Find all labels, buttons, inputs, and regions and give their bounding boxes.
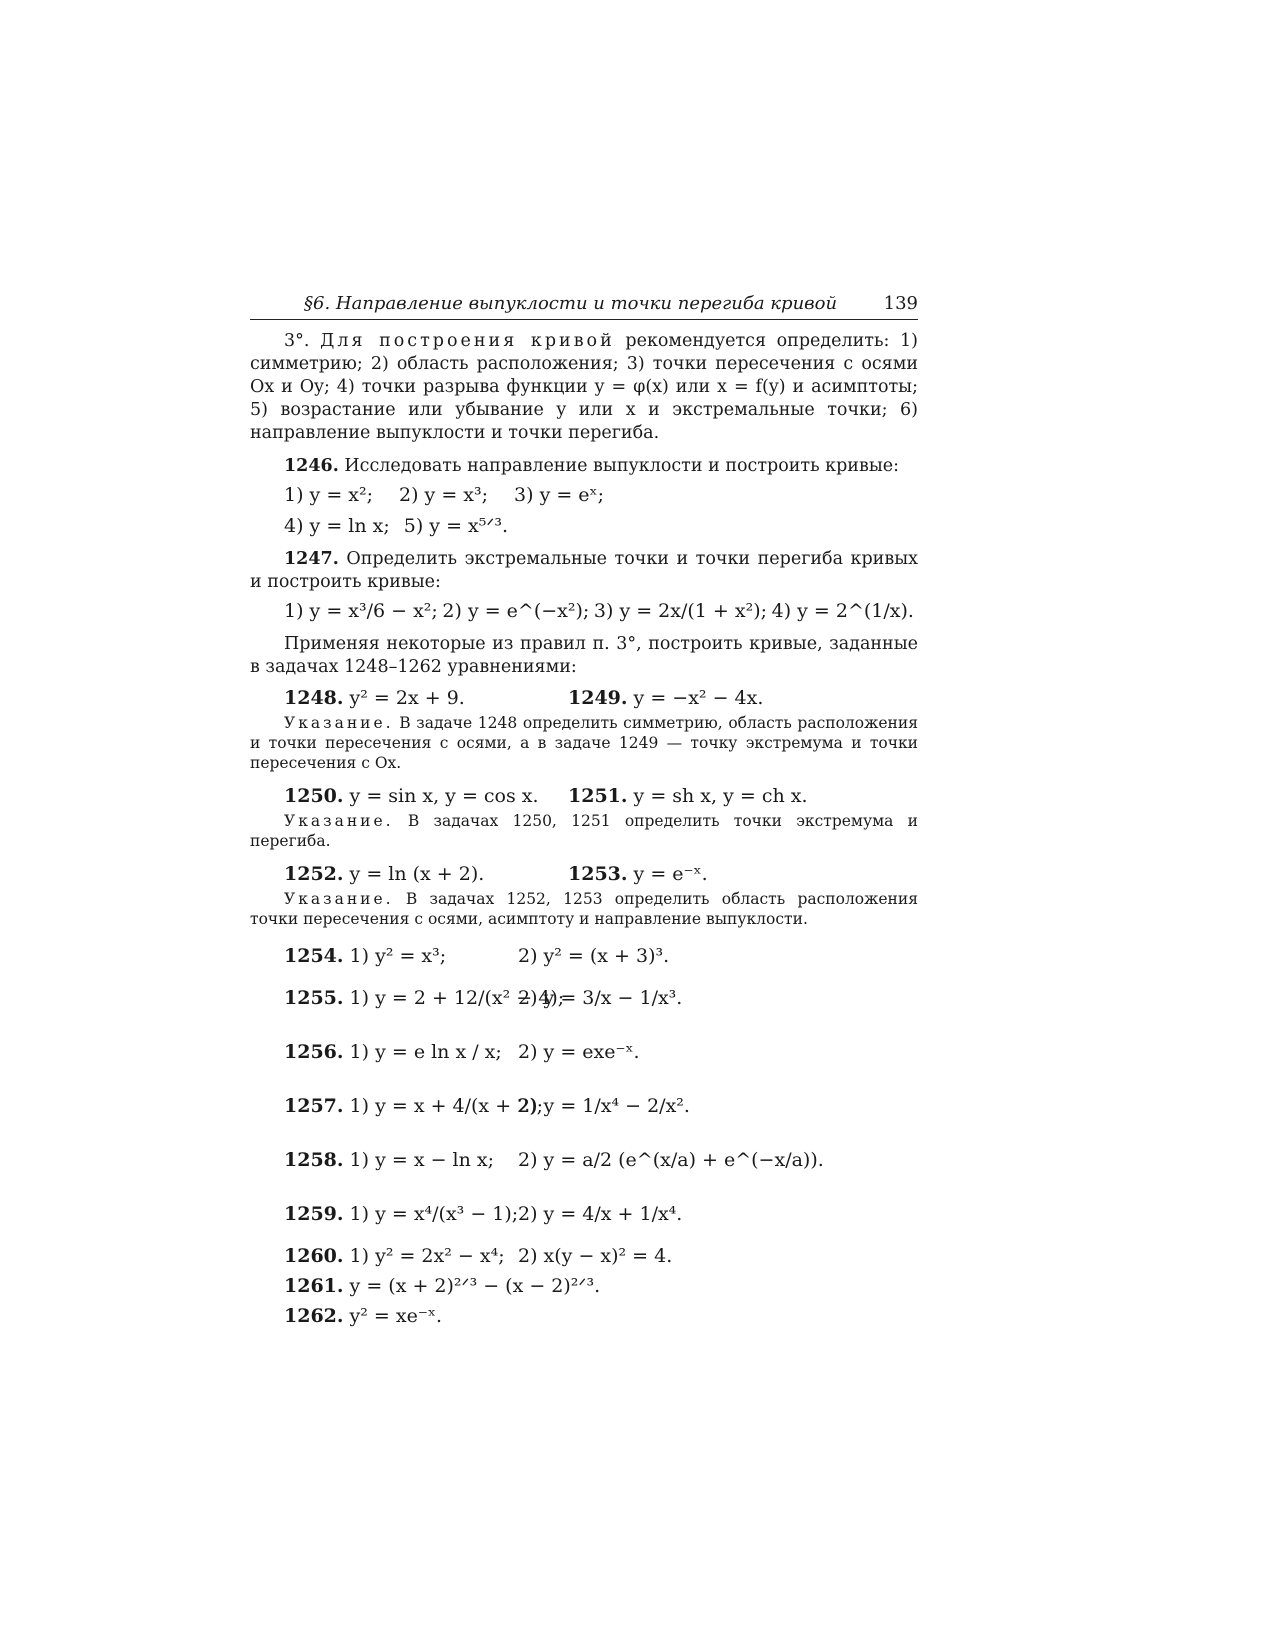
intro-lead: 3°. xyxy=(284,331,321,351)
intro-rest: рекомендуется определить: 1) симметрию; 2) область расположения; 3) точки пересечения с осями Ox и Oy; 4) точки разрыва функции y = φ(x) или x = f(y) и асимптоты; 5) возрастание или убывание y или x и экстремальные точки; 6) направление выпуклости и точки перегиба. xyxy=(250,331,919,443)
problem-number: 1258. xyxy=(284,1148,344,1171)
problem-1260 xyxy=(250,1241,918,1271)
problems-1252-1253 xyxy=(250,859,918,889)
problem-number: 1254. xyxy=(284,944,344,967)
hint-1248-1249 xyxy=(250,713,918,773)
formula: y = e⁻ˣ. xyxy=(633,862,708,885)
problem-1262 xyxy=(250,1301,918,1331)
formula: 1) y = 2 + 12/(x² − 4); xyxy=(349,986,565,1009)
problem-1255 xyxy=(250,971,918,1025)
problem-number: 1249. xyxy=(568,686,628,709)
hint-1250-1251 xyxy=(250,811,918,851)
hint-1252-1253 xyxy=(250,889,918,929)
problem-1256 xyxy=(250,1025,918,1079)
intro-spaced: Для построения кривой xyxy=(320,331,615,351)
problem-number: 1246. xyxy=(284,456,339,476)
textbook-page xyxy=(250,292,918,1331)
formula: 2) y² = (x + 3)³. xyxy=(518,944,670,967)
problem-number: 1261. xyxy=(284,1274,344,1297)
hint-text: В задаче 1248 определить симметрию, область расположения и точки пересечения с осями, а в задаче 1249 — точку экстремума и точки пересечения с Ox. xyxy=(250,714,918,772)
problems-1250-1251 xyxy=(250,781,918,811)
formula: 3) y = 2x/(1 + x²); xyxy=(593,600,768,622)
formula: y = (x + 2)²ᐟ³ − (x − 2)²ᐟ³. xyxy=(349,1274,601,1297)
problem-number: 1248. xyxy=(284,686,344,709)
formula: 1) y = x⁴/(x³ − 1); xyxy=(349,1202,519,1225)
formula: 2) y = 3/x − 1/x³. xyxy=(518,986,683,1009)
formula: 1) y² = 2x² − x⁴; xyxy=(349,1244,505,1267)
hint-label: Указание. xyxy=(284,714,394,732)
formula: 4) y = 2^(1/x). xyxy=(771,600,914,622)
problem-text: Определить экстремальные точки и точки перегиба кривых и построить кривые: xyxy=(250,549,918,592)
problem-1247-items xyxy=(250,600,918,623)
problem-1247 xyxy=(250,548,918,594)
formula: 2) y = 1/x⁴ − 2/x². xyxy=(518,1094,690,1117)
formula: 1) y = e ln x / x; xyxy=(349,1040,502,1063)
problem-number: 1257. xyxy=(284,1094,344,1117)
running-head xyxy=(250,292,918,320)
formula: 2) x(y − x)² = 4. xyxy=(518,1244,673,1267)
problem-number: 1251. xyxy=(568,784,628,807)
formula: 1) y = x − ln x; xyxy=(349,1148,495,1171)
formula: 2) y = exe⁻ˣ. xyxy=(518,1040,640,1063)
formula: 5) y = x⁵ᐟ³. xyxy=(403,515,509,537)
problem-number: 1256. xyxy=(284,1040,344,1063)
problem-number: 1247. xyxy=(284,549,339,569)
formula: y = sin x, y = cos x. xyxy=(349,784,539,807)
problems-1248-1249 xyxy=(250,683,918,713)
section-title: §6. Направление выпуклости и точки перегиба кривой xyxy=(304,293,838,314)
formula: 2) y = x³; xyxy=(399,484,489,506)
problem-number: 1259. xyxy=(284,1202,344,1225)
formula: 1) y = x²; xyxy=(284,484,374,506)
problem-1254 xyxy=(250,941,918,971)
problem-1257 xyxy=(250,1079,918,1133)
intro-paragraph xyxy=(250,330,918,445)
formula: y = −x² − 4x. xyxy=(633,686,764,709)
problem-number: 1253. xyxy=(568,862,628,885)
formula: 1) y = x + 4/(x + 2); xyxy=(349,1094,544,1117)
formula: 1) y = x³/6 − x²; xyxy=(284,600,438,622)
formula: 1) y² = x³; xyxy=(349,944,447,967)
problem-1261 xyxy=(250,1271,918,1301)
formula: y = ln (x + 2). xyxy=(349,862,485,885)
formula: 3) y = eˣ; xyxy=(514,484,605,506)
problem-1258 xyxy=(250,1133,918,1187)
problem-list xyxy=(250,941,918,1331)
problem-number: 1262. xyxy=(284,1304,344,1327)
problem-number: 1260. xyxy=(284,1244,344,1267)
problem-number: 1252. xyxy=(284,862,344,885)
formula: y = sh x, y = ch x. xyxy=(633,784,808,807)
page-number: 139 xyxy=(883,293,918,314)
hint-label: Указание. xyxy=(284,890,394,908)
problem-1246-items-row1 xyxy=(250,484,918,507)
hint-text: В задачах 1252, 1253 определить область расположения точки пересечения с осями, асимптоту и направление выпуклости. xyxy=(250,890,918,928)
formula: y² = xe⁻ˣ. xyxy=(349,1304,442,1327)
problem-number: 1250. xyxy=(284,784,344,807)
formula: y² = 2x + 9. xyxy=(349,686,465,709)
hint-label: Указание. xyxy=(284,812,394,830)
problem-1246-items-row2 xyxy=(250,515,918,538)
formula: 2) y = 4/x + 1/x⁴. xyxy=(518,1202,683,1225)
hint-text: В задачах 1250, 1251 определить точки экстремума и перегиба. xyxy=(250,812,918,850)
formula: 2) y = e^(−x²); xyxy=(442,600,590,622)
formula: 2) y = a/2 (e^(x/a) + e^(−x/a)). xyxy=(518,1148,824,1171)
problem-1246 xyxy=(250,455,918,478)
formula: 4) y = ln x; xyxy=(284,515,390,537)
problem-text: Исследовать направление выпуклости и построить кривые: xyxy=(338,456,900,476)
intro-paragraph-2: Применяя некоторые из правил п. 3°, построить кривые, заданные в задачах 1248–1262 уравнениями: xyxy=(250,634,918,677)
problem-number: 1255. xyxy=(284,986,344,1009)
problem-1259 xyxy=(250,1187,918,1241)
